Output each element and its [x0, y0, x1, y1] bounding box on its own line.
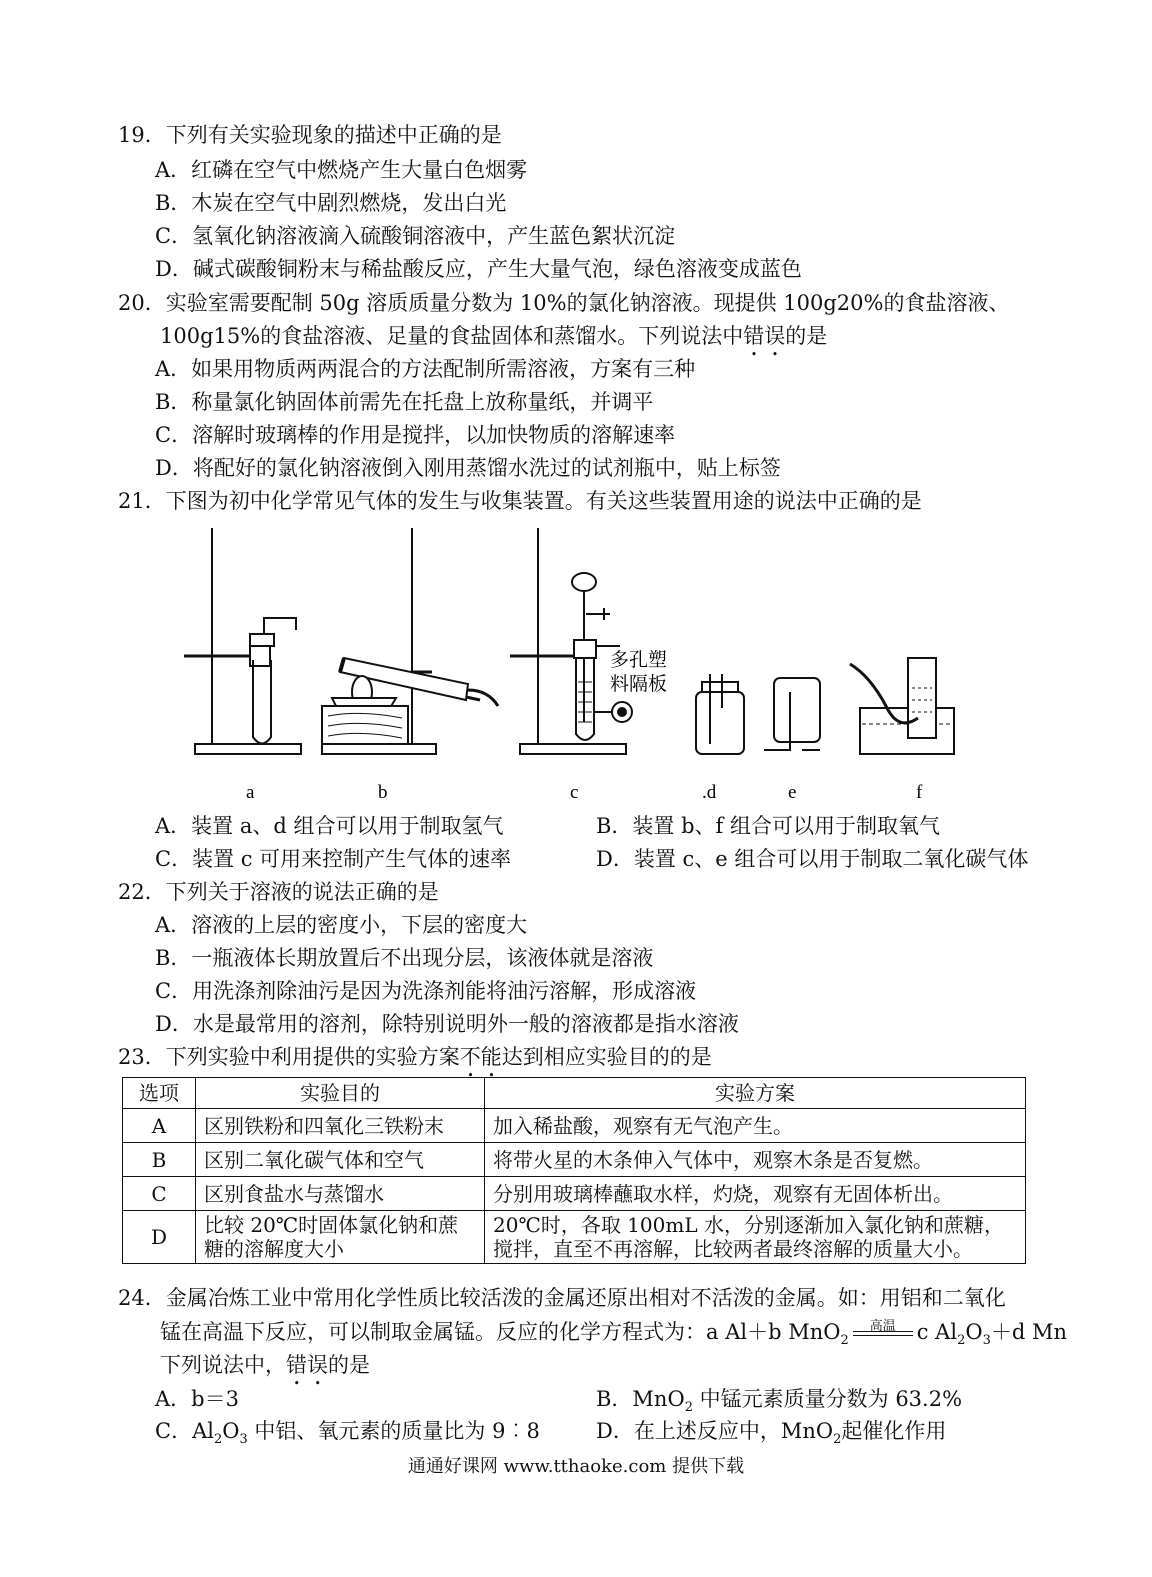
experiment-table: [122, 1077, 1026, 1264]
plate-label-1: 多孔塑: [610, 650, 668, 671]
q24-c-sub-1: 2: [213, 1432, 223, 1448]
q24-d-rest: 起催化作用: [841, 1419, 947, 1443]
q24-stem-line3: [160, 1349, 370, 1381]
q22-stem: 22．下列关于溶液的说法正确的是: [118, 880, 439, 904]
q22-option-a: A．溶液的上层的密度小，下层的密度大: [155, 913, 528, 937]
eq-right-text-3: ＋d Mn: [990, 1320, 1067, 1344]
q24-d-sub: 2: [833, 1432, 842, 1448]
apparatus-figure: [170, 522, 1070, 812]
row-goal: 比较 20℃时固体氯化钠和蔗糖的溶解度大小: [196, 1211, 485, 1264]
q23-emphasis: 不能: [459, 1045, 502, 1069]
row-goal: 区别二氧化碳气体和空气: [196, 1143, 485, 1177]
header-option: 选项: [123, 1078, 196, 1109]
eq-left-sub: 2: [840, 1333, 849, 1349]
apparatus-e: [764, 678, 820, 750]
apparatus-b: [322, 528, 498, 754]
q24-option-c: [155, 1415, 540, 1447]
q23-stem-end: 达到相应实验目的的是: [501, 1045, 712, 1069]
label-a: a: [246, 782, 255, 803]
q19-option-d: D．碱式碳酸铜粉末与稀盐酸反应，产生大量气泡，绿色溶液变成蓝色: [155, 257, 802, 281]
q21-option-d: D．装置 c、e 组合可以用于制取二氧化碳气体: [596, 847, 1029, 871]
q22-option-c: C．用洗涤剂除油污是因为洗涤剂能将油污溶解，形成溶液: [155, 979, 697, 1003]
q20-option-b: B．称量氯化钠固体前需先在托盘上放称量纸，并调平: [155, 390, 654, 414]
q24-c-sub-2: 3: [239, 1432, 248, 1448]
apparatus-f: [850, 658, 954, 754]
table-row: [123, 1143, 1026, 1177]
row-plan: 将带火星的木条伸入气体中，观察木条是否复燃。: [485, 1143, 1026, 1177]
q24-c-rest: 中铝、氧元素的质量比为 9︰8: [247, 1419, 540, 1443]
q24-stem3-text: 下列说法中，: [160, 1353, 286, 1377]
row-goal: 区别食盐水与蒸馏水: [196, 1177, 485, 1211]
apparatus-a: [184, 528, 301, 754]
plate-label-2: 料隔板: [610, 674, 668, 695]
q19-option-c: C．氢氧化钠溶液滴入硫酸铜溶液中，产生蓝色絮状沉淀: [155, 224, 676, 248]
label-c: c: [570, 782, 579, 803]
table-row: [123, 1211, 1026, 1264]
row-option: A: [123, 1109, 196, 1143]
q20-stem-line2: [160, 320, 827, 352]
q20-option-c: C．溶解时玻璃棒的作用是搅拌，以加快物质的溶解速率: [155, 423, 676, 447]
label-d: .d: [702, 782, 717, 803]
q24-emphasis: 错误: [286, 1353, 328, 1377]
label-b: b: [378, 782, 388, 803]
table-row: [123, 1177, 1026, 1211]
q24-stem-text: 锰在高温下反应，可以制取金属锰。反应的化学方程式为：: [160, 1320, 706, 1344]
label-f: f: [916, 782, 923, 803]
header-plan: 实验方案: [485, 1078, 1026, 1109]
q24-b-sub: 2: [684, 1400, 693, 1416]
header-goal: 实验目的: [196, 1078, 485, 1109]
q24-d-text: D．在上述反应中，MnO: [596, 1419, 834, 1443]
q24-stem-line2: [160, 1316, 1067, 1348]
q20-stem-text: 100g15%的食盐溶液、足量的食盐固体和蒸馏水。下列说法中: [160, 324, 744, 348]
q20-stem-end: 的是: [785, 324, 828, 348]
q21-option-c: C．装置 c 可用来控制产生气体的速率: [155, 847, 512, 871]
row-goal: 区别铁粉和四氧化三铁粉末: [196, 1109, 485, 1143]
row-option: D: [123, 1211, 196, 1264]
equation-condition: 高温: [869, 1319, 896, 1334]
q21-option-a: A．装置 a、d 组合可以用于制取氢气: [155, 814, 504, 838]
q22-option-b: B．一瓶液体长期放置后不出现分层，该液体就是溶液: [155, 946, 654, 970]
eq-right-text-1: c Al: [916, 1320, 958, 1344]
page-footer: 通通好课网 www.tthaoke.com 提供下载: [407, 1456, 745, 1477]
row-option: B: [123, 1143, 196, 1177]
row-option: C: [123, 1177, 196, 1211]
eq-left-text: a Al＋b MnO: [706, 1320, 841, 1344]
q24-option-d: [596, 1415, 946, 1456]
eq-right-sub-1: 2: [957, 1333, 966, 1349]
q24-stem3-end: 的是: [328, 1353, 370, 1377]
row-plan: 分别用玻璃棒蘸取水样，灼烧，观察有无固体析出。: [485, 1177, 1026, 1211]
q19-option-a: A．红磷在空气中燃烧产生大量白色烟雾: [155, 158, 528, 182]
q19-option-b: B．木炭在空气中剧烈燃烧，发出白光: [155, 191, 507, 215]
q24-b-text: B．MnO: [596, 1387, 685, 1411]
eq-right-text-2: O: [965, 1320, 983, 1344]
q24-c-text-2: O: [222, 1419, 240, 1443]
q20-option-d: D．将配好的氯化钠溶液倒入刚用蒸馏水洗过的试剂瓶中，贴上标签: [155, 456, 781, 480]
q21-stem: 21．下图为初中化学常见气体的发生与收集装置。有关这些装置用途的说法中正确的是: [118, 489, 922, 513]
q20-emphasis: 错误: [743, 324, 786, 348]
q24-option-a: A．b＝3: [155, 1387, 239, 1411]
apparatus-c: [510, 528, 632, 754]
equation-right: [916, 1320, 1067, 1349]
label-e: e: [788, 782, 797, 803]
row-plan: 加入稀盐酸，观察有无气泡产生。: [485, 1109, 1026, 1143]
equation-left: [706, 1320, 849, 1349]
q23-stem: [118, 1041, 712, 1073]
q24-stem-line1: 24．金属冶炼工业中常用化学性质比较活泼的金属还原出相对不活泼的金属。如：用铝和二氧化: [118, 1286, 1006, 1310]
q22-option-d: D．水是最常用的溶剂，除特别说明外一般的溶液都是指水溶液: [155, 1012, 739, 1036]
q23-stem-text: 23．下列实验中利用提供的实验方案: [118, 1045, 460, 1069]
q21-option-b: B．装置 b、f 组合可以用于制取氧气: [596, 814, 940, 838]
table-header-row: [123, 1078, 1026, 1109]
eq-right-sub-2: 3: [982, 1333, 991, 1349]
table-row: [123, 1109, 1026, 1143]
equation-arrow: [853, 1319, 913, 1336]
q20-option-a: A．如果用物质两两混合的方法配制所需溶液，方案有三种: [155, 357, 696, 381]
apparatus-d: [696, 674, 744, 754]
q20-stem-line1: 20．实验室需要配制 50g 溶质质量分数为 10%的氯化钠溶液。现提供 100g20%的食盐溶液、: [118, 291, 1010, 315]
q24-b-rest: 中锰元素质量分数为 63.2%: [692, 1387, 963, 1411]
q19-stem: 19．下列有关实验现象的描述中正确的是: [118, 123, 502, 147]
q24-c-text: C．Al: [155, 1419, 214, 1443]
row-plan: 20℃时，各取 100mL 水，分别逐渐加入氯化钠和蔗糖，搅拌，直至不再溶解，比较两者最终溶解的质量大小。: [485, 1211, 1026, 1264]
